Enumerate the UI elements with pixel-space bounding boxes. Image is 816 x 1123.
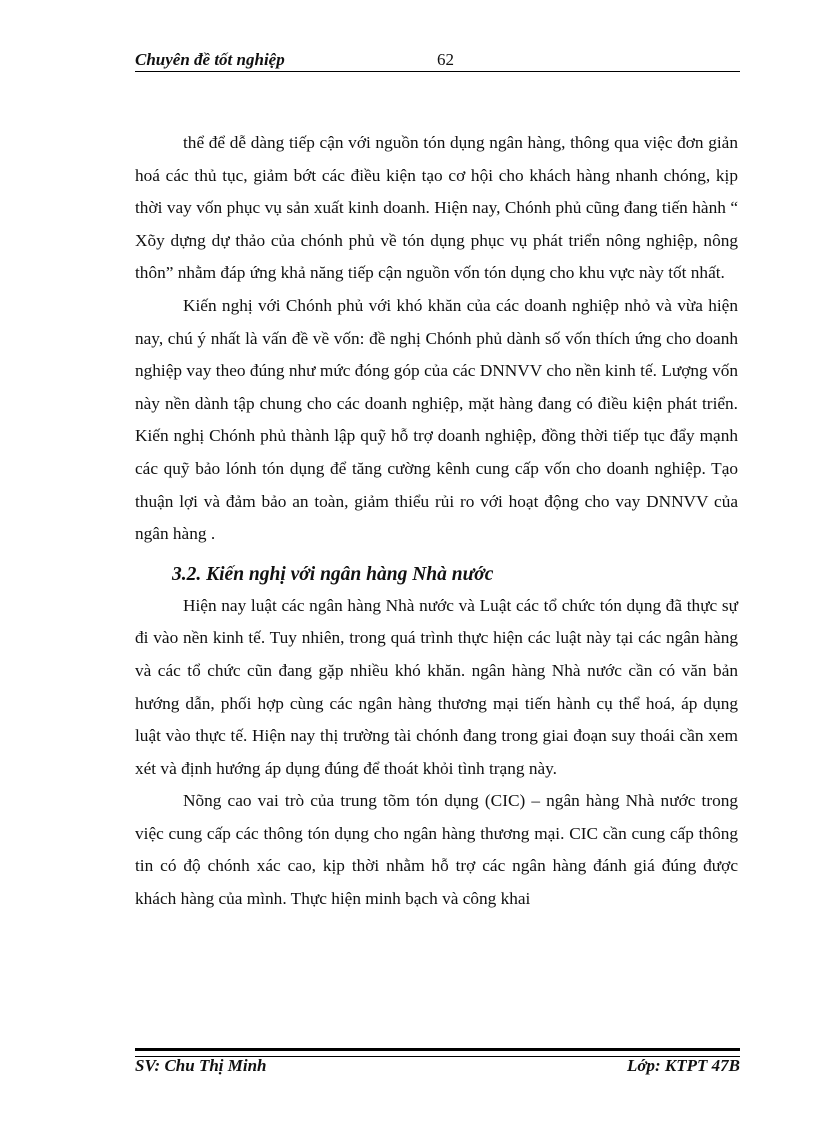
- page-body: [135, 127, 738, 916]
- document-title: Chuyên đề tốt nghiệp: [135, 50, 285, 69]
- page-number: 62: [437, 50, 454, 69]
- page-footer: [135, 1056, 740, 1078]
- header-divider: [135, 71, 740, 72]
- section-heading: 3.2. Kiến nghị với ngân hàng Nhà nước: [172, 563, 494, 585]
- student-name: SV: Chu Thị Minh: [135, 1056, 267, 1075]
- paragraph: Hiện nay luật các ngân hàng Nhà nước và Luật các tổ chức tón dụng đã thực sự đi vào nền kinh tế. Tuy nhiên, trong quá trình thực hiện các luật này tại các ngân hàng và các tổ chức cũn đang gặp nhiều khó khăn. ngân hàng Nhà nước cần có văn bản hướng dẫn, phối hợp cùng các ngân hàng thương mại tiến hành cụ thể hoá, áp dụng luật vào thực tế. Hiện nay thị trường tài chónh đang trong giai đoạn suy thoái cần xem xét và định hướng áp dụng đúng để thoát khỏi tình trạng này.: [135, 595, 738, 778]
- paragraph: Nõng cao vai trò của trung tõm tón dụng (CIC) – ngân hàng Nhà nước trong việc cung cấp các thông tón dụng cho ngân hàng thương mại. CIC cần cung cấp thông tin có độ chónh xác cao, kịp thời nhằm hỗ trợ các ngân hàng đánh giá đúng được khách hàng của mình. Thực hiện minh bạch và công khai: [135, 791, 738, 909]
- page-header: [135, 48, 740, 72]
- paragraph: thể để dễ dàng tiếp cận với nguồn tón dụng ngân hàng, thông qua việc đơn giản hoá các thủ tục, giảm bớt các điều kiện tạo cơ hội cho khách hàng nhanh chóng, kịp thời vay vốn phục vụ sản xuất kinh doanh. Hiện nay, Chónh phủ cũng đang tiến hành “ Xõy dựng dự thảo của chónh phủ về tón dụng phục vụ phát triển nông nghiệp, nông thôn” nhằm đáp ứng khả năng tiếp cận nguồn vốn tón dụng cho khu vực này tốt nhất.: [135, 133, 738, 283]
- paragraph: Kiến nghị với Chónh phủ với khó khăn của các doanh nghiệp nhỏ và vừa hiện nay, chú ý nhất là vấn đề về vốn: đề nghị Chónh phủ dành số vốn thích ứng cho doanh nghiệp vay theo đúng như mức đóng góp của các DNNVV cho nền kinh tế. Lượng vốn này nền dành tập chung cho các doanh nghiệp, mặt hàng đang có điều kiện phát triển. Kiến nghị Chónh phủ thành lập quỹ hỗ trợ doanh nghiệp, đồng thời tiếp tục đẩy mạnh các quỹ bảo lónh tón dụng để tăng cường kênh cung cấp vốn cho doanh nghiệp. Tạo thuận lợi và đảm bảo an toàn, giảm thiểu rủi ro với hoạt động cho vay DNNVV của ngân hàng .: [135, 295, 738, 544]
- class-name: Lớp: KTPT 47B: [627, 1056, 740, 1075]
